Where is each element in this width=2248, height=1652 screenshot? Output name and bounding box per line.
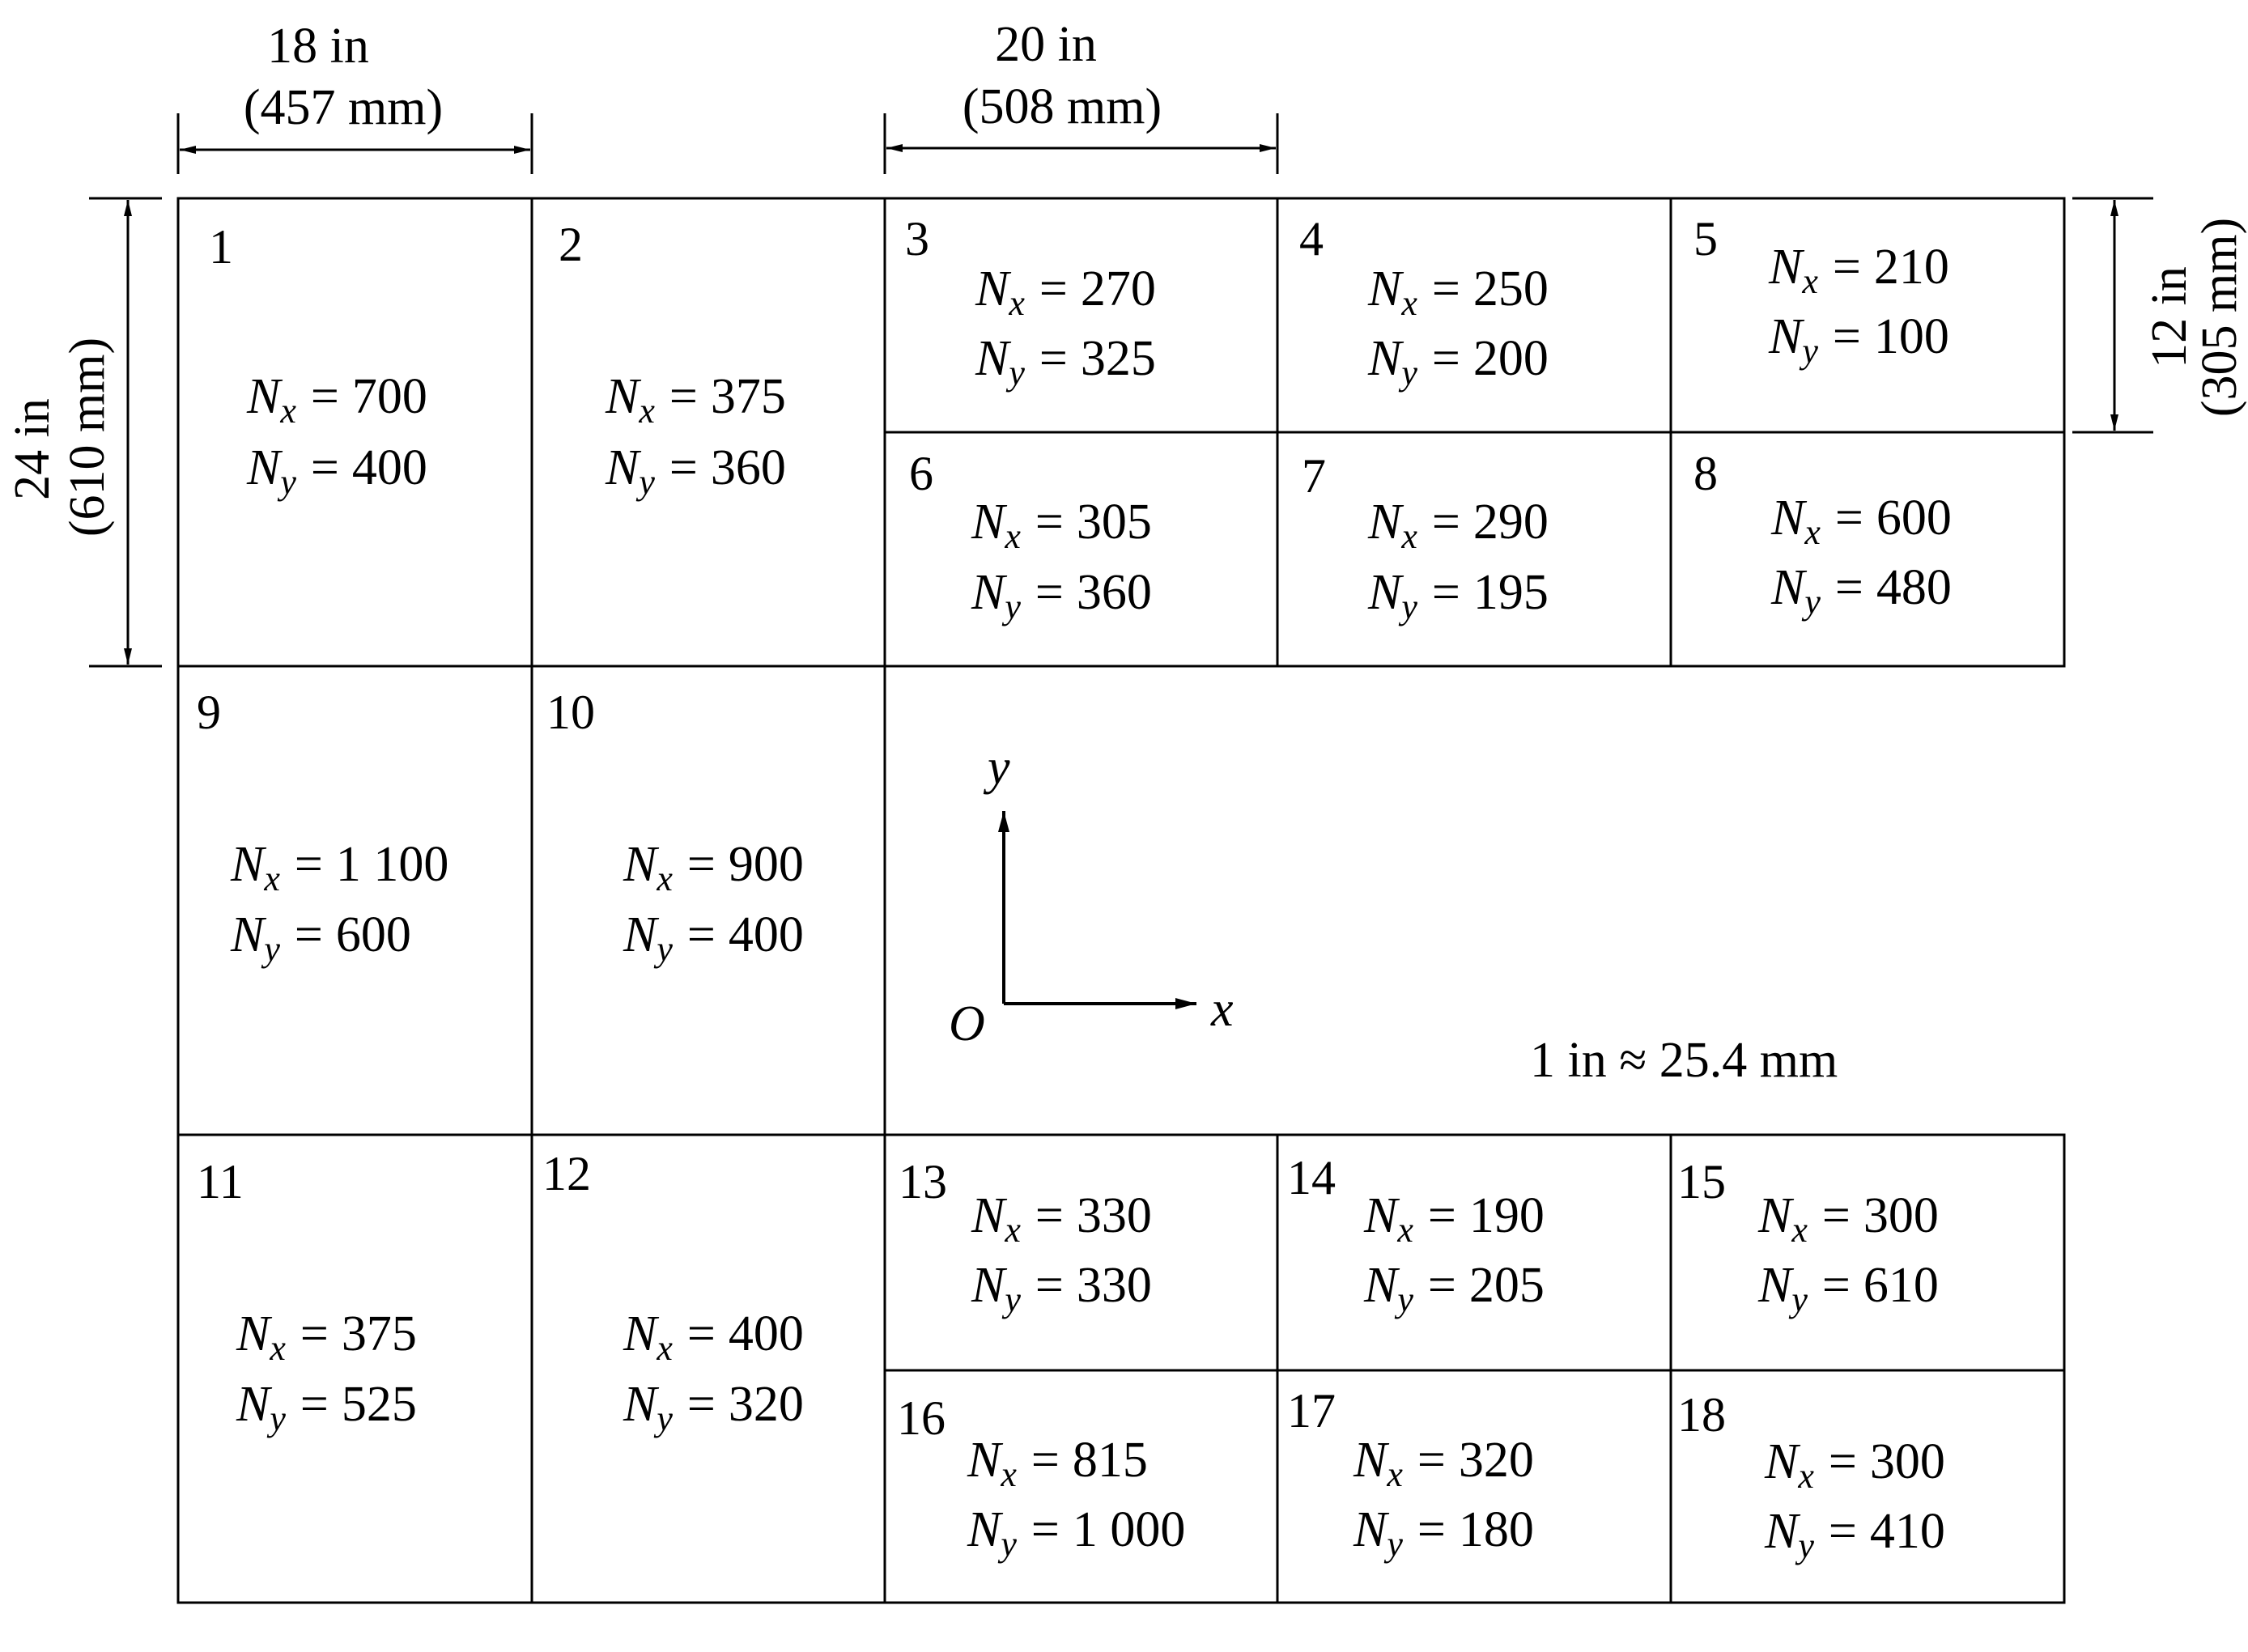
panel-nx-value: Nx = 300 (1765, 1434, 1945, 1496)
panel-16 (897, 1391, 1185, 1564)
dim-right-in: 12 in (2142, 266, 2197, 368)
panel-ny-value: Ny = 195 (1368, 565, 1549, 626)
dim-top-middle-in: 20 in (995, 17, 1097, 72)
panel-number: 8 (1693, 447, 1718, 500)
panel-number: 4 (1299, 212, 1324, 265)
panel-nx-value: Nx = 700 (247, 369, 427, 431)
dim-right-mm: (305 mm) (2192, 217, 2247, 418)
panel-number: 9 (197, 686, 221, 739)
panel-nx-value: Nx = 375 (606, 369, 786, 431)
panel-4 (1299, 212, 1549, 393)
panel-nx-value: Nx = 400 (623, 1306, 804, 1368)
panel-nx-value: Nx = 305 (971, 495, 1152, 556)
axis-y-label: y (988, 740, 1010, 795)
axis-origin-label: O (949, 996, 985, 1051)
panel-number: 10 (546, 686, 595, 739)
dim-top-left-in: 18 in (267, 19, 369, 74)
panel-ny-value: Ny = 360 (606, 440, 786, 502)
panel-number: 3 (905, 212, 929, 265)
panel-ny-value: Ny = 325 (975, 331, 1156, 393)
panel-ny-value: Ny = 525 (236, 1377, 417, 1438)
dim-top-middle-mm: (508 mm) (962, 79, 1162, 134)
panel-number: 2 (559, 218, 583, 271)
panel-ny-value: Ny = 200 (1368, 331, 1549, 393)
axis-x-label: x (1211, 982, 1234, 1037)
panel-1 (209, 220, 427, 502)
panel-nx-value: Nx = 815 (967, 1433, 1148, 1494)
unit-conversion-note: 1 in ≈ 25.4 mm (1530, 1033, 1838, 1088)
panel-number: 16 (897, 1391, 946, 1445)
panel-18 (1677, 1388, 1945, 1565)
panel-8 (1693, 447, 1952, 622)
panel-10 (546, 686, 804, 969)
panel-11 (197, 1155, 417, 1438)
panel-nx-value: Nx = 300 (1758, 1188, 1939, 1250)
panel-nx-value: Nx = 375 (236, 1306, 417, 1368)
panel-9 (197, 686, 448, 969)
panel-ny-value: Ny = 330 (971, 1258, 1152, 1319)
panel-2 (559, 218, 786, 502)
panel-15 (1677, 1155, 1939, 1319)
panel-number: 11 (197, 1155, 244, 1208)
panel-number: 7 (1302, 449, 1326, 503)
panel-nx-value: Nx = 900 (623, 837, 804, 898)
panel-number: 1 (209, 220, 233, 274)
panel-3 (905, 212, 1156, 393)
panel-ny-value: Ny = 600 (231, 907, 411, 969)
panel-ny-value: Ny = 205 (1364, 1258, 1545, 1319)
panel-grid (178, 198, 2064, 1603)
panel-ny-value: Ny = 400 (247, 440, 427, 502)
panel-ny-value: Ny = 410 (1765, 1504, 1945, 1565)
dim-top-left-mm: (457 mm) (243, 80, 444, 135)
panel-number: 18 (1677, 1388, 1726, 1442)
panel-12 (542, 1147, 804, 1438)
coordinate-axes (1004, 811, 1196, 1004)
panel-number: 6 (909, 447, 933, 500)
panel-number: 5 (1693, 212, 1718, 265)
panel-number: 13 (899, 1155, 947, 1208)
panel-labels (197, 212, 1952, 1565)
panel-ny-value: Ny = 360 (971, 565, 1152, 626)
dim-left-mm: (610 mm) (60, 337, 115, 537)
panel-number: 14 (1287, 1151, 1336, 1204)
panel-nx-value: Nx = 190 (1364, 1188, 1545, 1250)
panel-nx-value: Nx = 270 (975, 261, 1156, 323)
panel-number: 12 (542, 1147, 591, 1200)
panel-number: 15 (1677, 1155, 1726, 1208)
panel-14 (1287, 1151, 1545, 1319)
panel-nx-value: Nx = 600 (1771, 491, 1952, 552)
panel-nx-value: Nx = 250 (1368, 261, 1549, 323)
panel-17 (1287, 1384, 1534, 1564)
panel-ny-value: Ny = 320 (623, 1377, 804, 1438)
panel-nx-value: Nx = 1 100 (231, 837, 449, 898)
panel-ny-value: Ny = 400 (623, 907, 804, 969)
panel-ny-value: Ny = 180 (1353, 1502, 1534, 1564)
panel-7 (1302, 449, 1549, 626)
panel-6 (909, 447, 1152, 626)
panel-number: 17 (1287, 1384, 1336, 1438)
panel-ny-value: Ny = 1 000 (967, 1502, 1186, 1564)
panel-nx-value: Nx = 320 (1353, 1433, 1534, 1494)
panel-13 (899, 1155, 1152, 1319)
panel-ny-value: Ny = 100 (1769, 309, 1949, 371)
panel-nx-value: Nx = 290 (1368, 495, 1549, 556)
panel-ny-value: Ny = 480 (1771, 560, 1952, 622)
dim-left-in: 24 in (5, 398, 60, 500)
panel-5 (1693, 212, 1949, 371)
panel-nx-value: Nx = 210 (1769, 240, 1949, 301)
panel-nx-value: Nx = 330 (971, 1188, 1152, 1250)
panel-ny-value: Ny = 610 (1758, 1258, 1939, 1319)
